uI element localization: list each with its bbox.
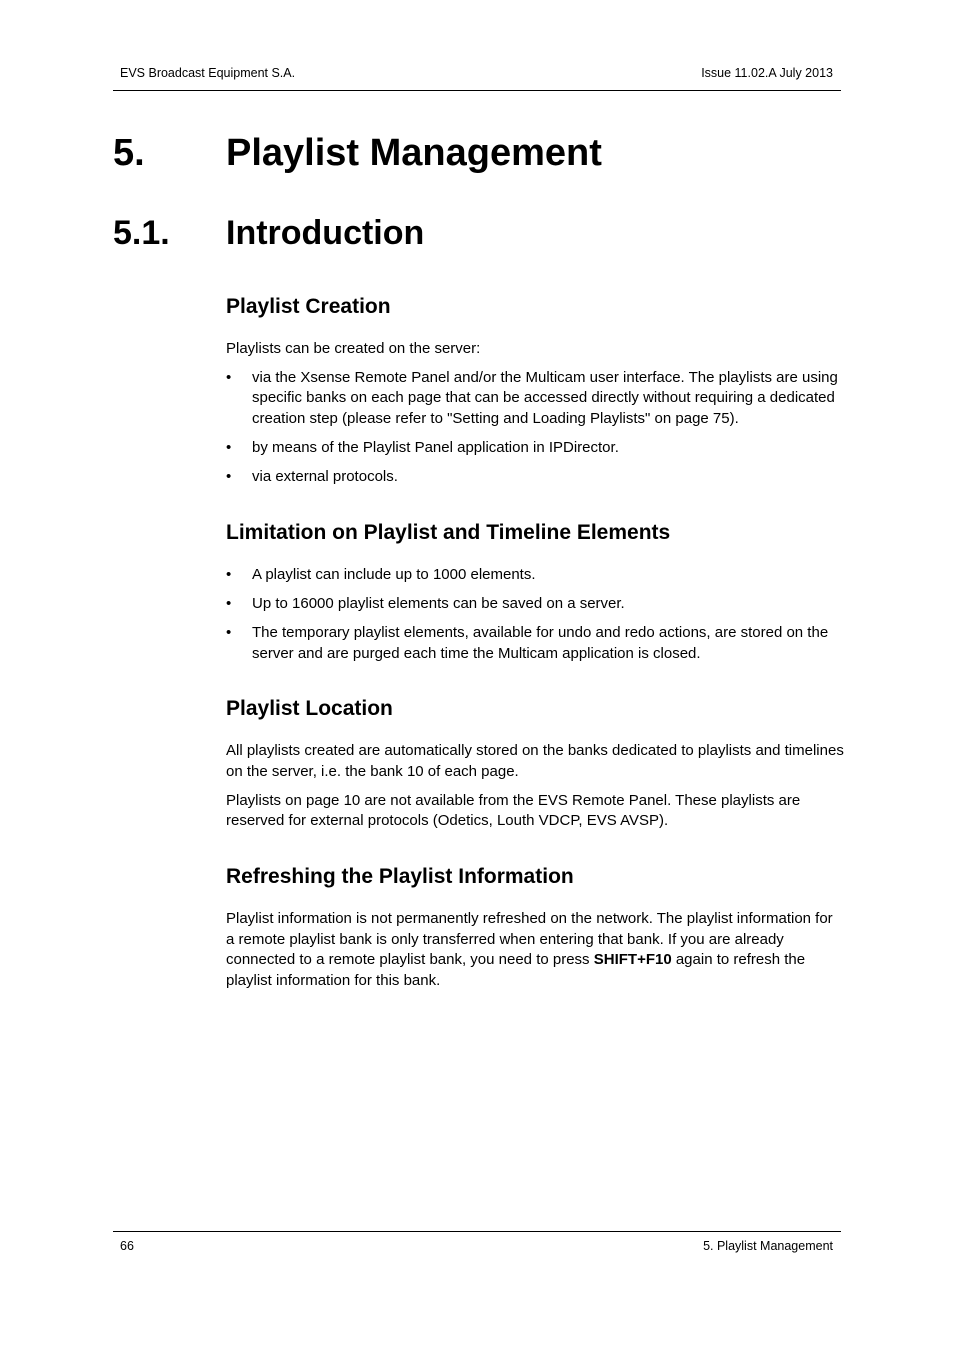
body-content: [226, 292, 844, 1022]
list-item-text: via external protocols.: [252, 468, 398, 486]
chapter-heading: [113, 132, 602, 175]
paragraph-text: Playlist information is not permanently refreshed on the network. The playlist information for a remote playlist bank is only transferred when entering that bank. If you are already connected to a remote playlist bank, you need to press: [226, 910, 833, 969]
page-footer: [113, 1231, 841, 1253]
list-item-text: The temporary playlist elements, available for undo and redo actions, are stored on the server and are purged each time the Multicam application is closed.: [252, 623, 829, 662]
chapter-title: Playlist Management: [226, 132, 602, 174]
section-heading: [113, 214, 424, 253]
list-item-text: by means of the Playlist Panel application in IPDirector.: [252, 439, 619, 457]
bullet-icon: •: [226, 623, 232, 641]
subsection-refreshing: [226, 862, 844, 992]
paragraph: [226, 909, 844, 992]
list-item-text: via the Xsense Remote Panel and/or the Multicam user interface. The playlists are using specific banks on each page that can be accessed directly without requiring a dedicated creation step (please refer to "Setting and Loading Playlists" on page 75).: [252, 368, 838, 428]
list-item: [226, 565, 844, 586]
bullet-list: [226, 565, 844, 664]
bullet-list: [226, 368, 844, 488]
paragraph: Playlists on page 10 are not available from the EVS Remote Panel. These playlists are reserved for external protocols (Odetics, Louth VDCP, EVS AVSP).: [226, 791, 801, 830]
list-item: [226, 467, 844, 488]
page-header: [113, 64, 841, 91]
subsection-title: Refreshing the Playlist Information: [226, 865, 574, 889]
section-title: Introduction: [226, 214, 425, 252]
bullet-icon: •: [226, 439, 232, 457]
paragraph: Playlists can be created on the server:: [226, 340, 481, 357]
bullet-icon: •: [226, 594, 232, 612]
section-number: 5.1.: [113, 214, 170, 252]
paragraph-text: again to refresh the playlist information for this bank.: [226, 951, 806, 990]
list-item-text: A playlist can include up to 1000 elements.: [252, 565, 536, 583]
shortcut-key: SHIFT+F10: [593, 951, 672, 969]
paragraph: All playlists created are automatically stored on the banks dedicated to playlists and timelines on the server, i.e. the bank 10 of each page.: [226, 742, 844, 780]
bullet-icon: •: [226, 368, 232, 386]
subsection-title: Limitation on Playlist and Timeline Elements: [226, 520, 671, 544]
list-item-text: Up to 16000 playlist elements can be saved on a server.: [252, 594, 625, 612]
list-item: [226, 623, 844, 664]
subsection-title: Playlist Creation: [226, 295, 391, 318]
footer-chapter-ref: 5. Playlist Management: [703, 1239, 833, 1253]
list-item: [226, 594, 844, 615]
header-issue: Issue 11.02.A July 2013: [701, 66, 833, 80]
subsection-playlist-creation: [226, 292, 844, 488]
list-item: [226, 438, 844, 459]
chapter-number: 5.: [113, 132, 145, 174]
bullet-icon: •: [226, 565, 232, 583]
list-item: [226, 368, 844, 430]
subsection-title: Playlist Location: [226, 697, 393, 721]
page-number: 66: [120, 1239, 134, 1253]
subsection-playlist-location: [226, 694, 844, 832]
header-company: EVS Broadcast Equipment S.A.: [120, 66, 296, 80]
subsection-limitation: [226, 518, 844, 664]
bullet-icon: •: [226, 468, 232, 486]
